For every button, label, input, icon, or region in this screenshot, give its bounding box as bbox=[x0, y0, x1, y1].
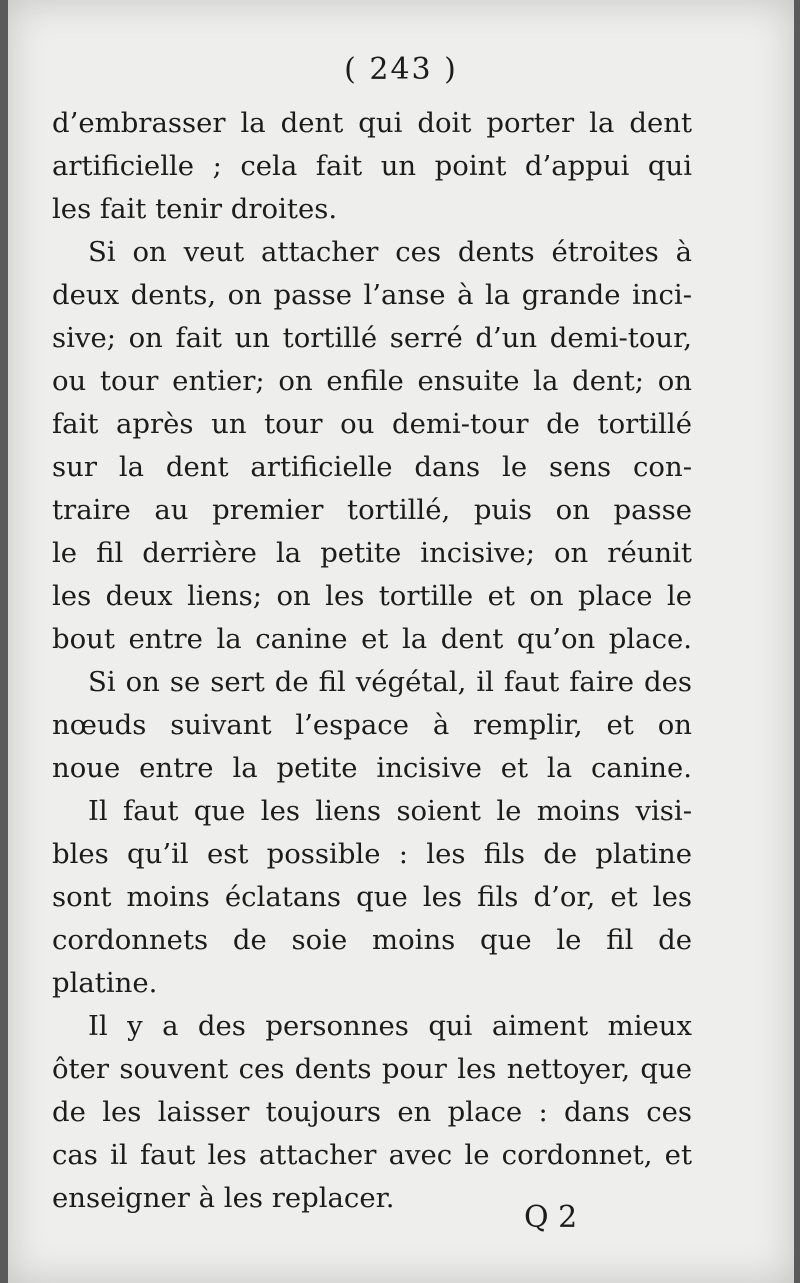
text-line: sont moins éclatans que les fils d’or, et les bbox=[52, 881, 692, 913]
text-line: de les laisser toujours en place : dans ces bbox=[52, 1096, 692, 1128]
text-line: le fil derrière la petite incisive; on réunit bbox=[52, 537, 692, 569]
text-line: ôter souvent ces dents pour les nettoyer, que bbox=[52, 1053, 692, 1085]
body-text bbox=[52, 102, 692, 1220]
text-line: Il y a des personnes qui aiment mieux bbox=[88, 1010, 692, 1042]
book-page bbox=[8, 0, 794, 1283]
text-line: ou tour entier; on enfile ensuite la dent; on bbox=[52, 365, 692, 397]
text-line: bles qu’il est possible : les fils de platine bbox=[52, 838, 692, 870]
text-line: Il faut que les liens soient le moins visi- bbox=[88, 795, 692, 827]
text-line: artificielle ; cela fait un point d’appui qui bbox=[52, 150, 692, 182]
text-line: Si on se sert de fil végétal, il faut faire des bbox=[88, 666, 692, 698]
text-line: enseigner à les replacer. bbox=[52, 1182, 395, 1214]
text-line: Si on veut attacher ces dents étroites à bbox=[88, 236, 692, 268]
text-line: nœuds suivant l’espace à remplir, et on bbox=[52, 709, 692, 741]
text-line: d’embrasser la dent qui doit porter la dent bbox=[52, 107, 692, 139]
text-line: bout entre la canine et la dent qu’on place. bbox=[52, 623, 692, 655]
text-line: les fait tenir droites. bbox=[52, 193, 338, 225]
text-line: platine. bbox=[52, 967, 158, 999]
text-line: cas il faut les attacher avec le cordonnet, et bbox=[52, 1139, 692, 1171]
text-line: noue entre la petite incisive et la canine. bbox=[52, 752, 692, 784]
text-line: sur la dent artificielle dans le sens con- bbox=[52, 451, 692, 483]
text-line: traire au premier tortillé, puis on passe bbox=[52, 494, 692, 526]
text-line: cordonnets de soie moins que le fil de bbox=[52, 924, 692, 956]
text-line: sive; on fait un tortillé serré d’un demi-tour, bbox=[52, 322, 692, 354]
text-line: fait après un tour ou demi-tour de tortillé bbox=[52, 408, 692, 440]
printer-signature-mark: Q 2 bbox=[524, 1200, 578, 1235]
text-line: les deux liens; on les tortille et on place le bbox=[52, 580, 692, 612]
text-line: deux dents, on passe l’anse à la grande inci- bbox=[52, 279, 692, 311]
page-number: ( 243 ) bbox=[344, 52, 458, 87]
